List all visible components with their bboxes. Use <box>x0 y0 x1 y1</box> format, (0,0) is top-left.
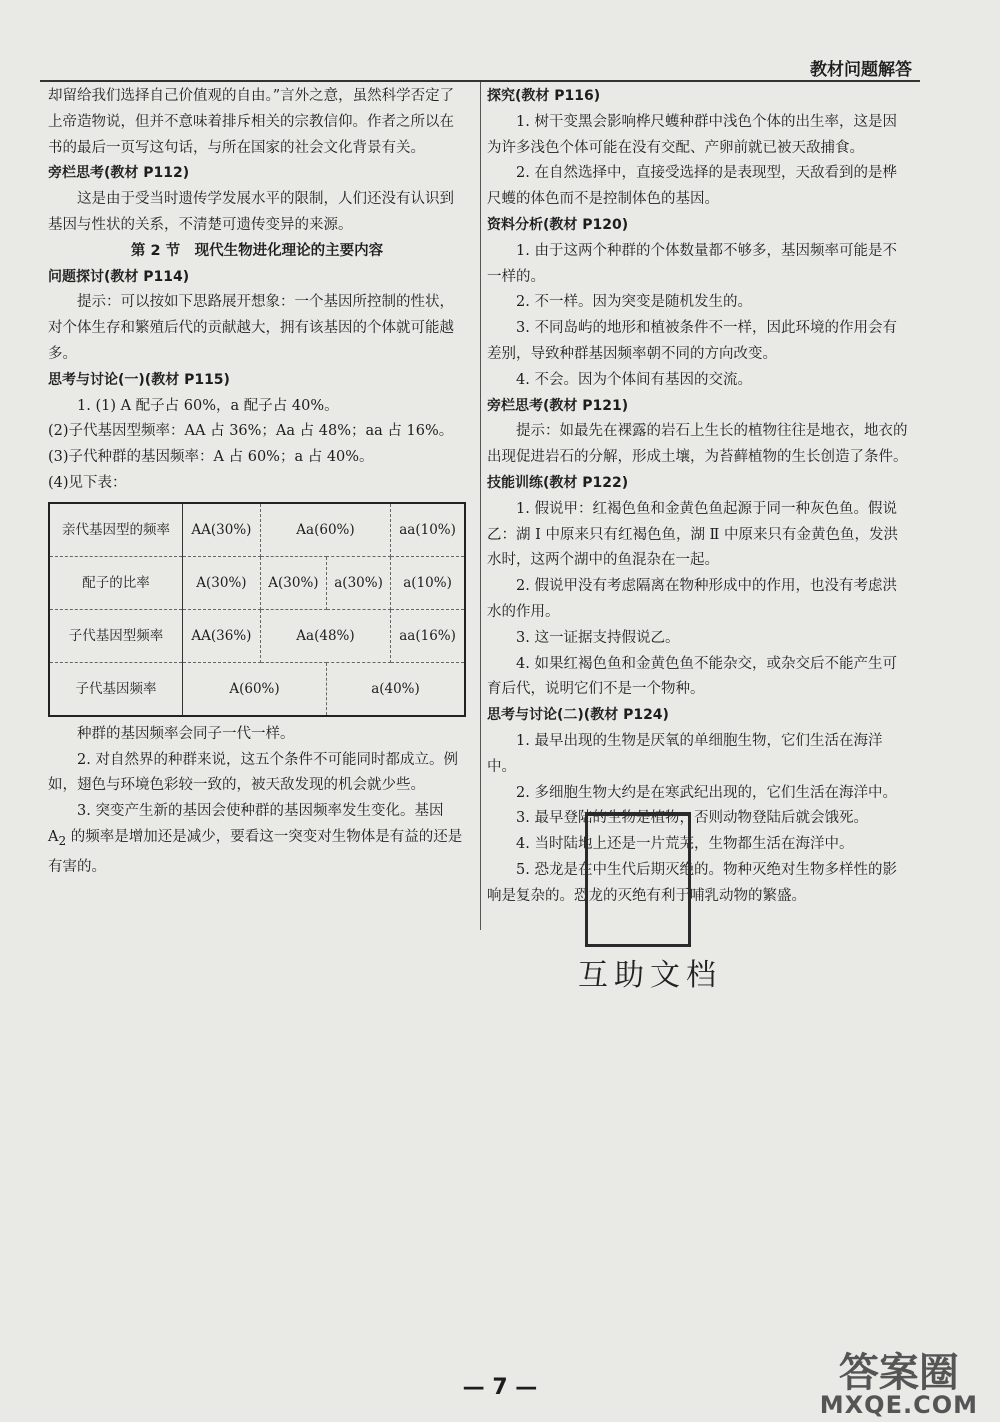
table-cell: aa(16%) <box>391 609 465 662</box>
paragraph: 2. 多细胞生物大约是在寒武纪出现的，它们生活在海洋中。 <box>516 784 897 801</box>
paragraph: 5. 恐龙是在中生代后期灭绝的。物种灭绝对生物多样性的影响是复杂的。恐龙的灭绝有利于哺乳动物的繁盛。 <box>487 861 897 904</box>
answer-line: (4)见下表： <box>48 474 127 491</box>
table-cell: a(10%) <box>391 556 465 609</box>
table-row <box>49 503 465 557</box>
paragraph <box>48 799 466 880</box>
heading-thinking-discussion-1: 思考与讨论(一)(教材 P115) <box>48 371 230 388</box>
table-cell: A(30%) <box>260 556 326 609</box>
paragraph: 提示：如最先在裸露的岩石上生长的植物往往是地衣，地衣的出现促进岩石的分解，形成土壤，为苔藓植物的生长创造了条件。 <box>487 423 908 466</box>
paragraph: 种群的基因频率会同子一代一样。 <box>77 725 295 742</box>
paragraph: 1. 由于这两个种群的个体数量都不够多，基因频率可能是不一样的。 <box>487 242 897 285</box>
table-cell: A(30%) <box>183 556 261 609</box>
text-segment: 3. 突变产生新的基因会使种群的基因频率发生变化。基因 A <box>48 803 444 845</box>
section-title: 第 2 节 现代生物进化理论的主要内容 <box>130 242 384 259</box>
paragraph: 3. 不同岛屿的地形和植被条件不一样，因此环境的作用会有差别，导致种群基因频率朝不同的方向改变。 <box>487 320 897 362</box>
paragraph: 2. 对自然界的种群来说，这五个条件不可能同时都成立。例如，翅色与环境色彩较一致的，被天敌发现的机会就少些。 <box>48 751 458 794</box>
paragraph: 2. 假说甲没有考虑隔离在物种形成中的作用，也没有考虑洪水的作用。 <box>487 578 897 620</box>
text-segment: 的频率是增加还是减少，要看这一突变对生物体是有益的还是有害的。 <box>48 828 463 875</box>
subscript: 2 <box>58 833 67 848</box>
table-row <box>49 609 465 662</box>
heading-sidebar-thinking: 旁栏思考(教材 P112) <box>48 165 190 182</box>
page-number: — 7 — <box>462 1375 538 1400</box>
paragraph: 1. 假说甲：红褐色鱼和金黄色鱼起源于同一种灰色鱼。假说乙：湖 Ⅰ 中原来只有红褐色鱼，湖 Ⅱ 中原来只有金黄色鱼，发洪水时，这两个湖中的鱼混杂在一起。 <box>487 500 899 569</box>
table-cell: Aa(60%) <box>260 503 390 557</box>
paragraph: 4. 不会。因为个体间有基因的交流。 <box>516 371 752 388</box>
paragraph: 3. 这一证据支持假说乙。 <box>516 629 680 646</box>
paragraph: 2. 不一样。因为突变是随机发生的。 <box>516 294 752 311</box>
table-cell: a(40%) <box>326 662 465 716</box>
table-row <box>49 556 465 609</box>
table-row <box>49 662 465 716</box>
left-column <box>48 84 466 880</box>
header-title: 教材问题解答 <box>810 60 912 80</box>
table-cell: Aa(48%) <box>260 609 390 662</box>
paragraph: 3. 最早登陆的生物是植物，否则动物登陆后就会饿死。 <box>516 810 868 827</box>
table-cell: aa(10%) <box>391 503 465 557</box>
answer-line: 1. (1) A 配子占 60%，a 配子占 40%。 <box>77 397 339 414</box>
paragraph: 4. 当时陆地上还是一片荒芜，生物都生活在海洋中。 <box>516 836 854 853</box>
table-row-header: 配子的比率 <box>49 556 183 609</box>
paragraph: 2. 在自然选择中，直接受选择的是表现型，天敌看到的是桦尺蠖的体色而不是控制体色的基因。 <box>487 165 897 208</box>
heading-thinking-discussion-2: 思考与讨论(二)(教材 P124) <box>487 707 669 724</box>
paragraph: 提示：可以按如下思路展开想象：一个基因所控制的性状，对个体生存和繁殖后代的贡献越大，拥有该基因的个体就可能越多。 <box>48 294 454 362</box>
table-row-header: 子代基因型频率 <box>49 609 183 662</box>
table-row-header: 亲代基因型的频率 <box>49 503 183 557</box>
handwritten-stamp-frame <box>585 812 691 947</box>
paragraph: 1. 最早出现的生物是厌氧的单细胞生物，它们生活在海洋中。 <box>487 732 883 775</box>
right-column <box>487 84 911 910</box>
table-cell: A(60%) <box>183 662 327 716</box>
paragraph: 1. 树干变黑会影响桦尺蠖种群中浅色个体的出生率，这是因为许多浅色个体可能在没有交配、产卵前就已被天敌捕食。 <box>487 113 897 156</box>
heading-skill-training: 技能训练(教材 P122) <box>487 474 629 491</box>
watermark-main: 答案圈 <box>838 1350 959 1396</box>
paragraph: 却留给我们选择自己价值观的自由。”言外之意，虽然科学否定了上帝造物说，但并不意味着排斥相关的宗教信仰。作者之所以在书的最后一页写这句话，与所在国家的社会文化背景有关。 <box>48 88 455 156</box>
heading-exploration: 探究(教材 P116) <box>487 88 601 104</box>
table-cell: AA(30%) <box>183 503 261 557</box>
table-cell: AA(36%) <box>183 609 261 662</box>
watermark-logo <box>819 1350 978 1419</box>
handwritten-stamp-text: 互助文档 <box>578 958 722 993</box>
table-row-header: 子代基因频率 <box>49 662 183 716</box>
paragraph: 4. 如果红褐色鱼和金黄色鱼不能杂交，或杂交后不能产生可育后代，说明它们不是一个物种。 <box>487 655 897 698</box>
watermark-sub: MXQE.COM <box>819 1391 978 1419</box>
frequency-table <box>48 502 466 717</box>
column-divider <box>480 82 481 930</box>
heading-data-analysis: 资料分析(教材 P120) <box>487 216 629 233</box>
answer-line: (3)子代种群的基因频率：A 占 60%；a 占 40%。 <box>48 449 374 466</box>
heading-problem-discussion: 问题探讨(教材 P114) <box>48 268 190 285</box>
answer-line: (2)子代基因型频率：AA 占 36%；Aa 占 48%；aa 占 16%。 <box>48 423 454 440</box>
heading-sidebar-thinking: 旁栏思考(教材 P121) <box>487 397 629 414</box>
table-cell: a(30%) <box>326 556 390 609</box>
paragraph: 这是由于受当时遗传学发展水平的限制，人们还没有认识到基因与性状的关系，不清楚可遗传变异的来源。 <box>48 191 454 233</box>
